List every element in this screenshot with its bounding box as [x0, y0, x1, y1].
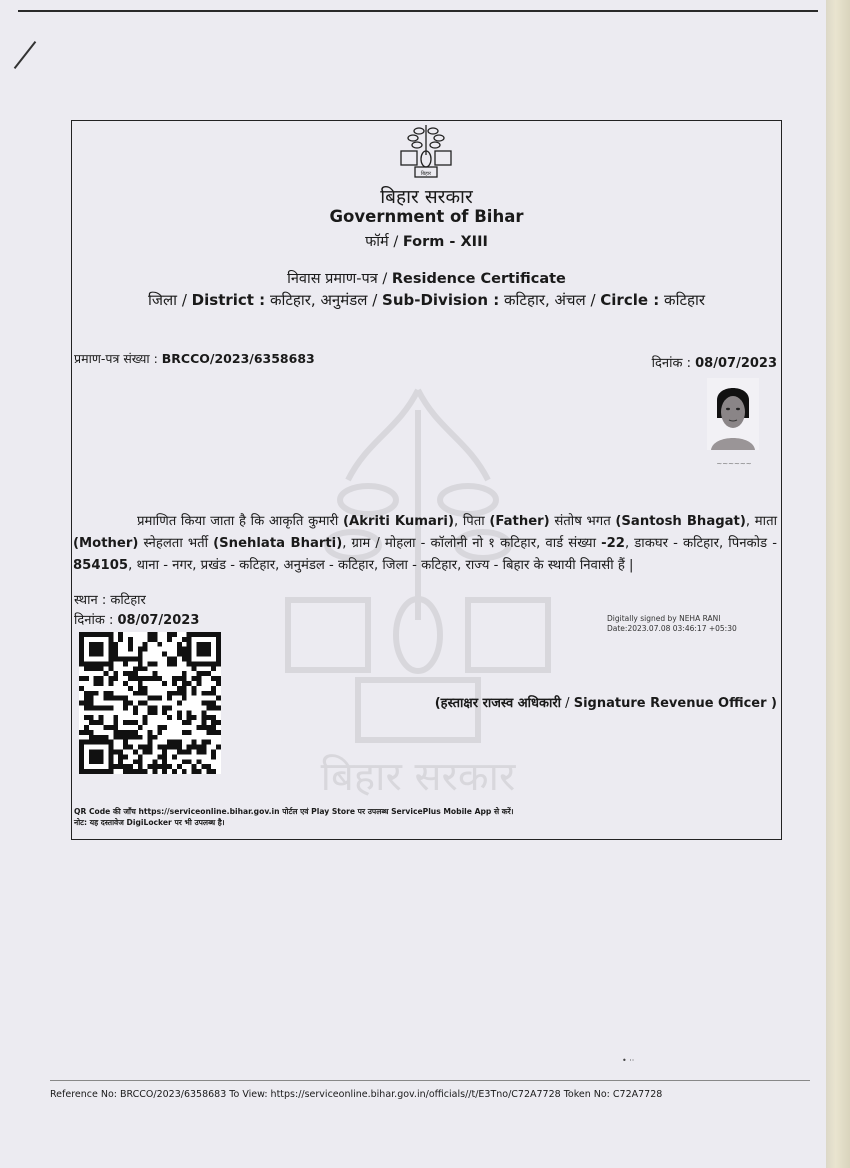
title-hindi: बिहार सरकार — [380, 186, 473, 208]
place-date: दिनांक : 08/07/2023 — [74, 613, 200, 628]
top-rule — [18, 10, 818, 12]
certificate-number: प्रमाण-पत्र संख्या : BRCCO/2023/6358683 — [74, 351, 315, 366]
qr-code-icon[interactable] — [79, 632, 221, 774]
qr-verification-note: QR Code की जाँच https://serviceonline.bihar.gov.in पोर्टल एवं Play Store पर उपलब्ध ServicePlus Mobile App से करें। नोट: यह दस्तावेज DigiLocker पर भी उपलब्ध है। — [74, 807, 514, 827]
watermark-text: बिहार सरकार — [320, 754, 516, 800]
footer-rule — [50, 1080, 810, 1081]
svg-text:बिहार: बिहार — [420, 171, 432, 177]
page-edge — [826, 0, 850, 1168]
certificate-type: निवास प्रमाण-पत्र / Residence Certificate — [287, 271, 566, 287]
applicant-photo — [707, 378, 759, 450]
digital-signature: Digitally signed by NEHA RANI Date:2023.07.08 03:46:17 +05:30 — [607, 614, 737, 633]
title-english: Government of Bihar — [329, 207, 524, 226]
signature-label: (हस्ताक्षर राजस्व अधिकारी / Signature Revenue Officer ) — [434, 696, 777, 711]
place: स्थान : कटिहार — [74, 593, 146, 608]
jurisdiction-line: जिला / District : कटिहार, अनुमंडल / Sub-Division : कटिहार, अंचल / Circle : कटिहार — [148, 291, 705, 309]
issue-date: दिनांक : 08/07/2023 — [651, 356, 777, 371]
scan-specks: • ·· — [622, 1056, 635, 1065]
watermark-emblem-icon — [268, 370, 568, 800]
reference-line: Reference No: BRCCO/2023/6358683 To View: https://serviceonline.bihar.gov.in/officials//t/E3Tno/C72A7728 Token No: C72A7728 — [50, 1089, 663, 1100]
photo-signature-icon: ~~~~~~ — [716, 460, 752, 468]
bihar-emblem-icon — [395, 121, 457, 181]
certificate-body: प्रमाणित किया जाता है कि आकृति कुमारी (Akriti Kumari), पिता (Father) संतोष भगत (Santosh Bhagat), माता (Mother) स्नेहलता भर्ती (Snehlata Bharti), ग्राम / मोहला - कॉलोनी नो १ कटिहार, वार्ड संख्या -22, डाकघर - कटिहार, पिनकोड - 854105, थाना - नगर, प्रखंड - कटिहार, अनुमंडल - कटिहार, जिला - कटिहार, राज्य - बिहार के स्थायी निवासी हैं | — [73, 514, 777, 573]
form-number: फॉर्म / Form - XIII — [365, 234, 488, 250]
